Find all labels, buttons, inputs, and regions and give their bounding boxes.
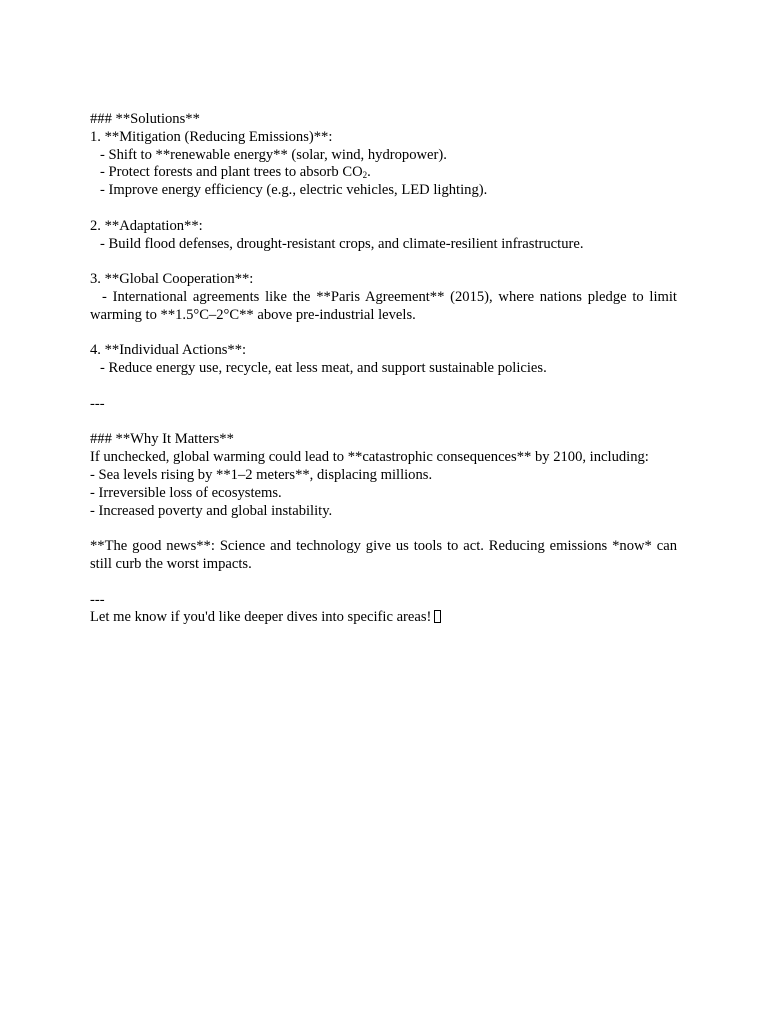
spacer bbox=[90, 574, 677, 592]
spacer bbox=[90, 414, 677, 432]
spacer bbox=[90, 520, 677, 538]
why-heading: ### **Why It Matters** bbox=[90, 431, 234, 448]
mitigation-item-efficiency: - Improve energy efficiency (e.g., electric vehicles, LED lighting). bbox=[100, 182, 488, 199]
solutions-heading: ### **Solutions** bbox=[90, 111, 200, 127]
individual-title: 4. **Individual Actions**: bbox=[90, 342, 247, 359]
missing-glyph-icon bbox=[434, 610, 441, 623]
why-item-sea-levels: - Sea levels rising by **1–2 meters**, displacing millions. bbox=[90, 466, 433, 483]
divider-1: --- bbox=[90, 395, 105, 412]
adaptation-item: - Build flood defenses, drought-resistant crops, and climate-resilient infrastructure. bbox=[100, 235, 584, 252]
co2-subscript: 2 bbox=[362, 170, 368, 181]
cooperation-title: 3. **Global Cooperation**: bbox=[90, 271, 254, 288]
adaptation-title: 2. **Adaptation**: bbox=[90, 217, 203, 234]
forests-text: - Protect forests and plant trees to absorb CO bbox=[100, 164, 363, 181]
cooperation-item: - International agreements like the **Paris Agreement** (2015), where nations pledge to limit warming to **1.5°C–2°C** above pre-industrial levels. bbox=[90, 288, 677, 323]
spacer bbox=[90, 325, 677, 343]
good-news-paragraph: **The good news**: Science and technology give us tools to act. Reducing emissions *now* can still curb the worst impacts. bbox=[90, 538, 677, 572]
mitigation-item-forests bbox=[90, 164, 677, 182]
divider-2: --- bbox=[90, 591, 105, 608]
spacer bbox=[90, 378, 677, 396]
spacer bbox=[90, 200, 677, 218]
why-intro: If unchecked, global warming could lead to **catastrophic consequences** by 2100, including: bbox=[90, 449, 649, 466]
why-item-poverty: - Increased poverty and global instability. bbox=[90, 502, 333, 519]
mitigation-item-renewable: - Shift to **renewable energy** (solar, wind, hydropower). bbox=[100, 146, 447, 163]
mitigation-title: 1. **Mitigation (Reducing Emissions)**: bbox=[90, 128, 333, 145]
forests-suffix: . bbox=[367, 164, 371, 181]
closing-line bbox=[90, 609, 677, 627]
why-item-ecosystems: - Irreversible loss of ecosystems. bbox=[90, 484, 282, 501]
document-page bbox=[90, 111, 677, 627]
spacer bbox=[90, 253, 677, 271]
individual-item: - Reduce energy use, recycle, eat less meat, and support sustainable policies. bbox=[100, 360, 547, 377]
closing-text: Let me know if you'd like deeper dives into specific areas! bbox=[90, 609, 432, 626]
